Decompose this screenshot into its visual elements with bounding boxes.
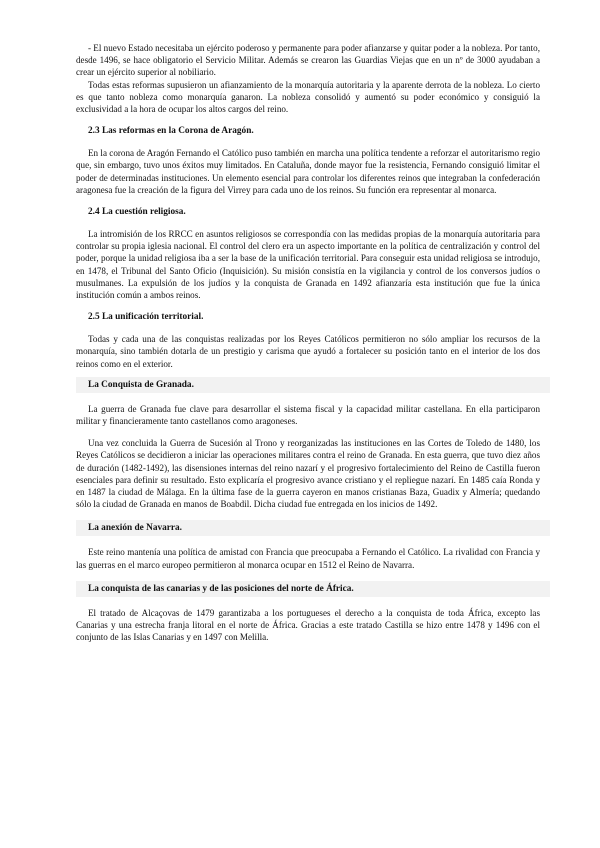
canarias-heading: La conquista de las canarias y de las posiciones del norte de África. bbox=[88, 583, 354, 594]
intro-paragraph: Todas estas reformas supusieron un afianzamiento de la monarquía autoritaria y la aparente derrota de la nobleza. Lo cierto es que tanto nobleza como monarquía ganaron. La nobleza consolidó y aumentó su poder económico y consiguió la exclusividad a la hora de ocupar los altos cargos del reino. bbox=[76, 79, 540, 115]
navarra-block bbox=[76, 520, 550, 536]
intro-bullet-paragraph: - El nuevo Estado necesitaba un ejército poderoso y permanente para poder afianzarse y quitar poder a la nobleza. Por tanto, desde 1496, se hace obligatorio el Servicio Militar. Además se crearon las Guardias Viejas que en un nº de 3000 ayudaban a crear un ejército superior al nobiliario. bbox=[76, 43, 540, 78]
section-2-4-paragraph: La intromisión de los RRCC en asuntos religiosos se correspondía con las medidas propias de la monarquía autoritaria para controlar su propia iglesia nacional. El control del clero era un aspecto importante en la política de centralización y control del poder, porque la unidad religiosa iba a ser la base de la unificación territorial. Para conseguir esta unidad religiosa se introdujo, en 1478, el Tribunal del Santo Oficio (Inquisición). Su misión consistía en la vigilancia y control de los conversos judíos o musulmanes. La expulsión de los judíos y la conquista de Granada en 1492 afianzaría esta institución que fue la única institución común a ambos reinos. bbox=[76, 229, 540, 301]
section-2-3-paragraph: En la corona de Aragón Fernando el Católico puso también en marcha una política tendente a reforzar el autoritarismo regio que, sin embargo, tuvo unos éxitos muy limitados. En Cataluña, donde mayor fue la resistencia, Fernando consiguió limitar el poder de determinadas instituciones. Un elemento esencial para controlar los diferentes reinos que integraban la confederación aragonesa fue la creación de la figura del Virrey para cada uno de los reinos. Su función era representar al monarca. bbox=[76, 148, 540, 195]
document-page bbox=[76, 42, 540, 644]
navarra-heading: La anexión de Navarra. bbox=[88, 523, 182, 534]
section-2-5-heading: 2.5 La unificación territorial. bbox=[88, 312, 204, 323]
section-2-5-paragraph: Todas y cada una de las conquistas realizadas por los Reyes Católicos permitieron no sólo ampliar los recursos de la monarquía, sino también dotarla de un prestigio y carisma que ayudó a fortalecer su posición tanto en el interior de los dos reinos como en el exterior. bbox=[76, 334, 540, 369]
section-2-3-heading: 2.3 Las reformas en la Corona de Aragón. bbox=[88, 126, 254, 137]
granada-block bbox=[76, 377, 550, 393]
section-2-4-heading: 2.4 La cuestión religiosa. bbox=[88, 207, 186, 218]
canarias-block bbox=[76, 581, 550, 597]
granada-paragraph-2: Una vez concluida la Guerra de Sucesión al Trono y reorganizadas las instituciones en las Cortes de Toledo de 1480, los Reyes Católicos se decidieron a iniciar las operaciones militares contra el reino de Granada. En esta guerra, que tuvo diez años de duración (1482-1492), las disensiones internas del reino nazarí y el progresivo fortalecimiento del Reino de Castilla fueron esenciales para definir su resultado. Esto explicaría el progresivo avance cristiano y el repliegue nazarí. En 1485 caía Ronda y en 1487 la ciudad de Málaga. En la última fase de la guerra cayeron en manos cristianas Baza, Guadix y Almería; quedando sólo la ciudad de Granada en manos de Boabdil. Dicha ciudad fue entregada en los inicios de 1492. bbox=[76, 438, 540, 510]
navarra-paragraph: Este reino mantenía una política de amistad con Francia que preocupaba a Fernando el Católico. La rivalidad con Francia y las guerras en el marco europeo permitieron al monarca ocupar en 1512 el Reino de Navarra. bbox=[76, 547, 540, 570]
canarias-paragraph: El tratado de Alcaçovas de 1479 garantizaba a los portugueses el derecho a la conquista de toda África, excepto las Canarias y una estrecha franja litoral en el norte de África. Gracias a este tratado Castilla se hizo entre 1478 y 1496 con el conjunto de las Islas Canarias y en 1497 con Melilla. bbox=[76, 607, 540, 643]
granada-paragraph-1: La guerra de Granada fue clave para desarrollar el sistema fiscal y la capacidad militar castellana. En ella participaron militar y financieramente tanto castellanos como aragoneses. bbox=[76, 403, 540, 427]
granada-heading: La Conquista de Granada. bbox=[88, 379, 194, 390]
